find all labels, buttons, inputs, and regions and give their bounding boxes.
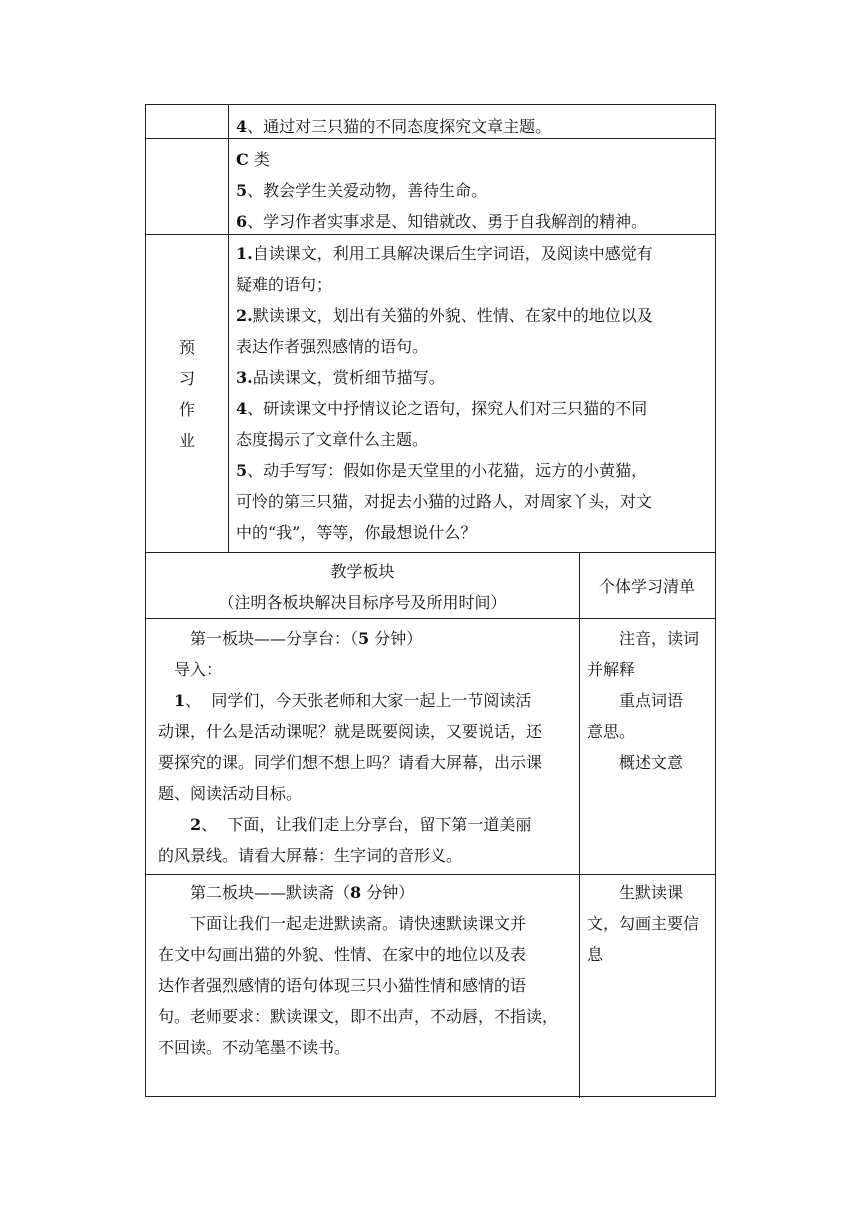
objective-4-text: 4、通过对三只猫的不同态度探究文章主题。 <box>236 117 552 136</box>
block1-line-number: 2 <box>190 815 202 834</box>
teaching-block-subtitle: （注明各板块解决目标序号及所用时间） <box>218 593 507 612</box>
block1-line-number: 5 <box>358 629 370 648</box>
block1-line-number: 1 <box>174 691 186 710</box>
block-2-study-list <box>579 877 715 1098</box>
block2-line-text: 不回读。不动笔墨不读书。 <box>158 1038 351 1057</box>
preview-line <box>236 362 715 393</box>
preview-line <box>236 486 715 517</box>
block1-line-text: 第一板块——分享台：（ <box>190 629 359 648</box>
teaching-block-title: 教学板块 <box>330 562 395 581</box>
preview-line-text: 表达作者强烈感情的语句。 <box>236 337 429 356</box>
block1-line <box>146 747 579 778</box>
block1-line <box>146 840 579 871</box>
block2-line <box>146 877 579 908</box>
preview-line <box>236 300 715 331</box>
preview-line-number: 1. <box>236 244 253 263</box>
preview-homework-label <box>146 235 228 552</box>
block1-study-item: 重点词语 <box>619 691 684 710</box>
preview-line-text: 、动手写写：假如你是天堂里的小花猫，远方的小黄猫， <box>247 461 648 480</box>
preview-label-char: 预 <box>178 337 195 357</box>
preview-line <box>236 269 715 300</box>
block1-line <box>146 623 579 654</box>
block1-line <box>146 778 579 809</box>
objective-4-cell <box>236 111 715 138</box>
block1-line <box>146 654 579 685</box>
block1-study-item: 并解释 <box>587 660 636 679</box>
preview-line-text: 可怜的第三只猫，对捉去小猫的过路人，对周家丫头，对文 <box>236 492 653 511</box>
block-1-study-list <box>579 623 715 874</box>
preview-line <box>236 517 715 548</box>
individual-list-title: 个体学习清单 <box>598 577 695 596</box>
block2-line-text: 达作者强烈感情的语句体现三只小猫性情和感情的语 <box>158 976 527 995</box>
block1-line-text: 动课，什么是活动课呢？就是既要阅读，又要说话，还 <box>158 722 543 741</box>
preview-line-text: 中的“我”，等等，你最想说什么？ <box>236 523 477 542</box>
preview-homework-row <box>146 235 715 553</box>
block1-line-text: 导入： <box>174 660 223 679</box>
preview-line-number: 2. <box>236 306 253 325</box>
section-header-row <box>146 553 715 619</box>
block1-study-item: 意思。 <box>587 722 636 741</box>
preview-label-char: 作 <box>178 399 195 419</box>
preview-line-text: 默读课文，划出有关猫的外貌、性情、在家中的地位以及 <box>252 306 653 325</box>
lesson-plan-table <box>145 104 716 1097</box>
block1-line-text: 、 下面，让我们走上分享台，留下第一道美丽 <box>201 815 532 834</box>
objective-row-c <box>146 139 715 235</box>
block2-line <box>146 908 579 939</box>
block2-line-text: 下面让我们一起走进默读斋。请快速默读课文并 <box>190 914 527 933</box>
individual-list-header <box>579 571 715 618</box>
preview-line-number: 3. <box>236 368 253 387</box>
block2-line-text: 在文中勾画出猫的外貌、性情、在家中的地位以及表 <box>158 945 527 964</box>
objective-5-text: 5、教会学生关爱动物，善待生命。 <box>236 181 488 200</box>
preview-line-number: 5 <box>236 461 248 480</box>
preview-line <box>236 424 715 455</box>
teaching-block-header <box>146 556 579 618</box>
block2-line <box>146 970 579 1001</box>
category-c-heading: C 类 <box>236 150 270 169</box>
preview-line-text: 态度揭示了文章什么主题。 <box>236 430 429 449</box>
block1-study-item: 概述文意 <box>619 753 684 772</box>
block-2-content <box>146 877 579 1098</box>
block1-line <box>146 716 579 747</box>
block1-line <box>146 809 579 840</box>
block2-study-item: 文，勾画主要信 <box>587 914 700 933</box>
block-2-row <box>146 875 715 1098</box>
preview-line <box>236 238 715 269</box>
objective-row-4 <box>146 105 715 139</box>
preview-homework-content <box>236 238 715 552</box>
preview-line <box>236 393 715 424</box>
preview-line-text: 、研读课文中抒情议论之语句，探究人们对三只猫的不同 <box>247 399 648 418</box>
objective-6-text: 6、学习作者实事求是、知错就改、勇于自我解剖的精神。 <box>236 212 648 231</box>
block2-line <box>146 1001 579 1032</box>
block1-line-text: 题、阅读活动目标。 <box>158 784 303 803</box>
block2-line-text: 分钟） <box>361 883 415 902</box>
preview-line-number: 4 <box>236 399 248 418</box>
block1-line-text: 分钟） <box>369 629 423 648</box>
block2-line-number: 8 <box>350 883 362 902</box>
block1-line <box>146 685 579 716</box>
block1-line-text: 要探究的课。同学们想不想上吗？请看大屏幕，出示课 <box>158 753 543 772</box>
preview-line-text: 品读课文，赏析细节描写。 <box>252 368 445 387</box>
preview-line-text: 疑难的语句； <box>236 275 333 294</box>
preview-label-char: 业 <box>178 430 195 450</box>
block2-study-item: 息 <box>587 945 604 964</box>
block2-line <box>146 1032 579 1063</box>
objective-c-cell <box>236 144 715 234</box>
block2-line <box>146 939 579 970</box>
block2-line-text: 句。老师要求：默读课文，即不出声，不动唇，不指读， <box>158 1007 559 1026</box>
block1-line-text: 、 同学们，今天张老师和大家一起上一节阅读活 <box>185 691 532 710</box>
block-1-content <box>146 623 579 874</box>
preview-line <box>236 331 715 362</box>
preview-label-char: 习 <box>178 368 195 388</box>
block-1-row <box>146 619 715 875</box>
block1-study-item: 注音，读词 <box>619 629 700 648</box>
block2-line-text: 第二板块——默读斋（ <box>190 883 351 902</box>
preview-line-text: 自读课文，利用工具解决课后生字词语，及阅读中感觉有 <box>252 244 653 263</box>
block2-study-item: 生默读课 <box>619 883 684 902</box>
preview-line <box>236 455 715 486</box>
block1-line-text: 的风景线。请看大屏幕：生字词的音形义。 <box>158 846 463 865</box>
